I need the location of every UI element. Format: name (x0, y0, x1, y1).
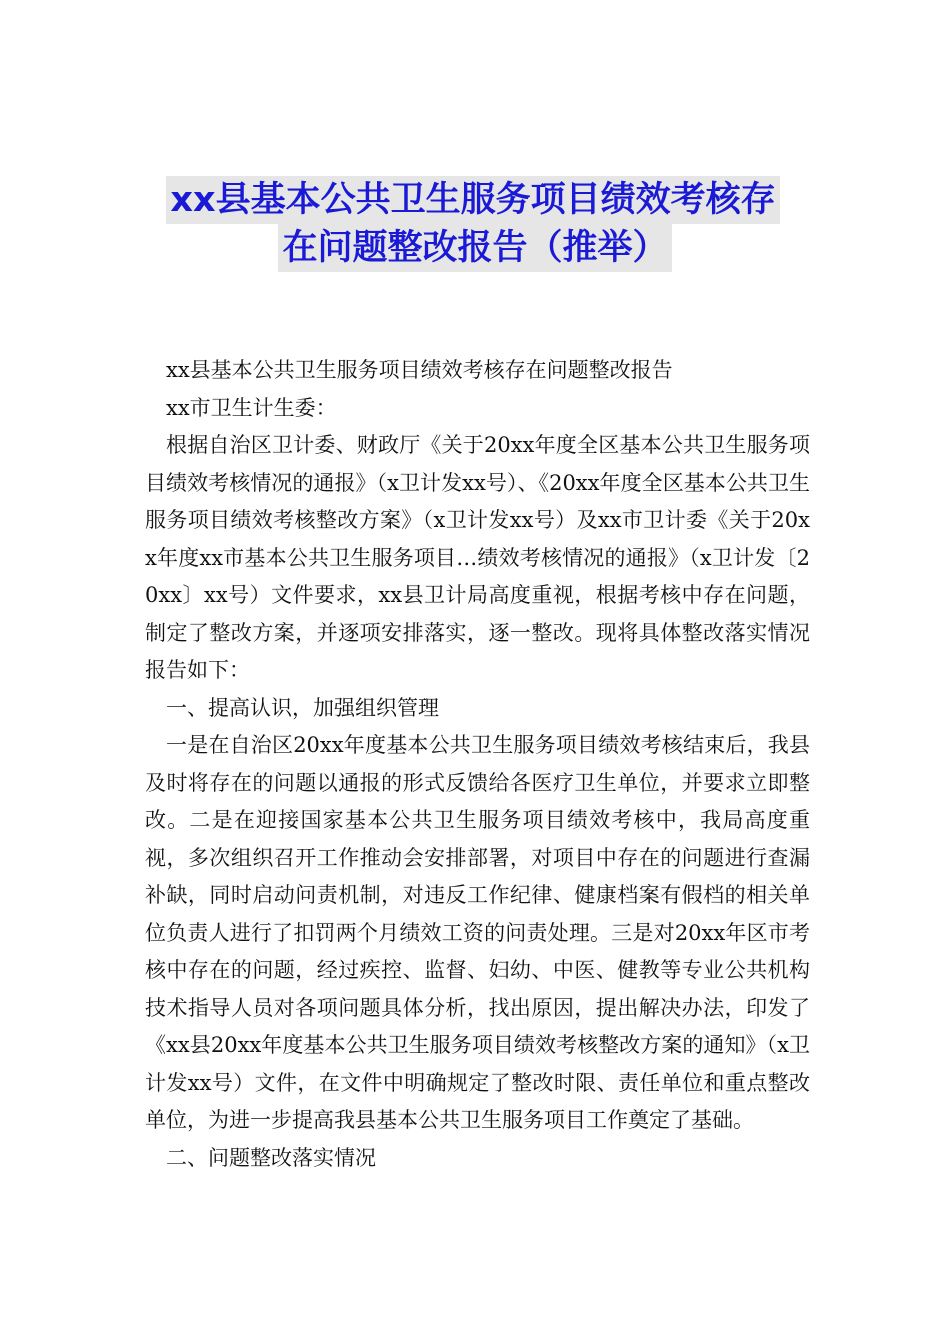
addressee: xx市卫生计生委： (166, 395, 337, 420)
intro-paragraph: 根据自治区卫计委、财政厅《关于20xx年度全区基本公共卫生服务项目绩效考核情况的通报》（x卫计发xx号）、《20xx年度全区基本公共卫生服务项目绩效考核整改方案》（x卫计发xx号）及xx市卫计委《关于20xx年度xx市基本公共卫生服务项目…绩效考核情况的通报》（x卫计发〔20xx〕xx号）文件要求，xx县卫计局高度重视，根据考核中存在问题，制定了整改方案，并逐项安排落实，逐一整改。现将具体整改落实情况报告如下： (145, 433, 810, 682)
report-subject: xx县基本公共卫生服务项目绩效考核存在问题整改报告 (166, 358, 673, 382)
title-line-1: xx县基本公共卫生服务项目绩效考核存 (166, 176, 779, 224)
title-line-2: 在问题整改报告（推举） (278, 224, 671, 272)
document-body (145, 352, 810, 1177)
section-heading-2: 二、问题整改落实情况 (166, 1145, 376, 1170)
section-1-paragraph: 一是在自治区20xx年度基本公共卫生服务项目绩效考核结束后，我县及时将存在的问题以通报的形式反馈给各医疗卫生单位，并要求立即整改。二是在迎接国家基本公共卫生服务项目绩效考核中，我局高度重视，多次组织召开工作推动会安排部署，对项目中存在的问题进行查漏补缺，同时启动问责机制，对违反工作纪律、健康档案有假档的相关单位负责人进行了扣罚两个月绩效工资的问责处理。三是对20xx年区市考核中存在的问题，经过疾控、监督、妇幼、中医、健教等专业公共机构技术指导人员对各项问题具体分析，找出原因，提出解决办法，印发了《xx县20xx年度基本公共卫生服务项目绩效考核整改方案的通知》（x卫计发xx号）文件，在文件中明确规定了整改时限、责任单位和重点整改单位，为进一步提高我县基本公共卫生服务项目工作奠定了基础。 (145, 733, 810, 1132)
section-heading-1: 一、提高认识，加强组织管理 (166, 695, 439, 720)
document-title (0, 176, 950, 272)
